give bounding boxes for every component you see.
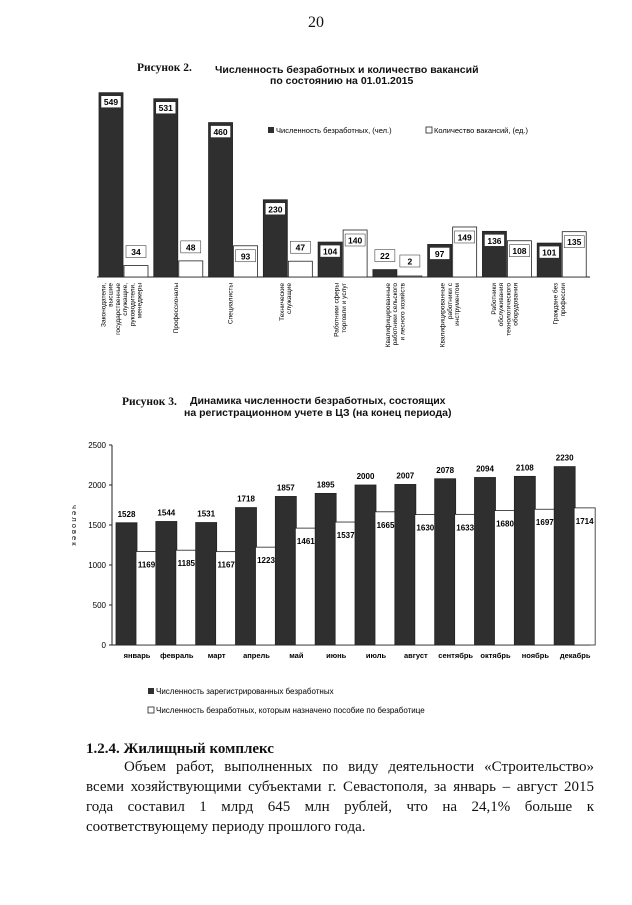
category-label <box>440 282 461 347</box>
y-tick-label: 500 <box>92 601 106 610</box>
y-tick-label: 2500 <box>88 441 106 450</box>
figure2-title-line2: по состоянию на 01.01.2015 <box>270 75 414 87</box>
category-label-line: инструментом <box>454 283 462 326</box>
data-label: 1167 <box>217 560 235 570</box>
data-label: 531 <box>158 103 173 114</box>
x-tick-label: ноябрь <box>521 651 549 660</box>
bar-unemployed <box>373 270 397 277</box>
bar-vacancies <box>288 261 312 277</box>
data-label: 47 <box>295 242 306 253</box>
bar-registered <box>514 476 535 645</box>
data-label: 2 <box>407 256 413 267</box>
x-tick-label: декабрь <box>559 651 591 660</box>
data-label: 2078 <box>436 465 455 475</box>
data-label: 2094 <box>476 464 494 474</box>
figure2-title-line1: Численность безработных и количество вакансий <box>215 64 479 76</box>
bar-unemployed <box>154 99 178 277</box>
y-axis-label: ч е л о в е к <box>70 505 79 546</box>
legend-label-vacancies: Количество вакансий, (ед.) <box>434 126 528 135</box>
legend-swatch-benefit <box>148 707 154 713</box>
data-label: 230 <box>268 204 283 215</box>
data-label: 22 <box>380 251 390 262</box>
category-label-line: Граждане без <box>552 283 560 325</box>
bar-registered <box>236 508 257 645</box>
legend-label-benefit: Численность безработных, которым назначено пособие по безработице <box>156 706 425 715</box>
category-label <box>101 283 144 335</box>
x-tick-label: апрель <box>243 651 270 660</box>
data-label: 1544 <box>157 508 176 518</box>
bar-benefit <box>455 514 476 645</box>
bar-benefit <box>375 512 396 645</box>
data-label: 97 <box>434 248 445 259</box>
category-label-line: руководители, <box>129 283 137 327</box>
data-label: 1528 <box>117 509 136 519</box>
bar-registered <box>275 496 296 645</box>
bar-registered <box>395 484 416 645</box>
category-label-line: торговли и услуг <box>340 283 348 333</box>
category-label-line: оборудования <box>512 283 520 326</box>
figure2-chart <box>0 0 632 400</box>
category-label-line: Работники <box>490 283 498 315</box>
bar-benefit <box>495 511 516 645</box>
x-tick-label: март <box>207 651 226 660</box>
bar-unemployed <box>99 93 123 277</box>
x-tick-label: сентябрь <box>438 651 474 660</box>
x-tick-label: май <box>289 651 304 660</box>
category-label <box>173 283 180 334</box>
x-tick-label: январь <box>123 651 151 660</box>
figure3-title-line1: Динамика численности безработных, состоящих <box>190 395 446 407</box>
category-label-line: Технические <box>278 283 286 321</box>
category-label-line: профессии <box>559 283 567 317</box>
data-label: 2000 <box>356 472 375 481</box>
page-number: 20 <box>308 14 324 31</box>
data-label: 135 <box>567 237 582 248</box>
bar-registered <box>355 485 376 645</box>
data-label: 2108 <box>515 463 534 473</box>
bar-registered <box>475 477 496 645</box>
legend-label-unemployed: Численность безработных, (чел.) <box>276 126 392 135</box>
data-label: 1531 <box>197 509 216 519</box>
category-label <box>228 283 235 324</box>
category-label-line: Специалисты <box>227 283 235 325</box>
category-label-line: обслуживания <box>498 283 506 327</box>
data-label: 1895 <box>316 480 335 490</box>
legend-swatch-vacancies <box>426 127 432 133</box>
bar-benefit <box>574 508 595 645</box>
category-label-line: работники с <box>446 283 454 320</box>
bar-registered <box>554 467 575 645</box>
category-label-line: Профессионалы <box>172 283 180 334</box>
legend-swatch-unemployed <box>268 127 274 133</box>
data-label: 1185 <box>177 559 196 569</box>
data-label: 1169 <box>137 560 156 570</box>
category-label <box>333 282 348 337</box>
category-label-line: технологического <box>505 283 513 336</box>
category-label <box>552 283 567 325</box>
bar-registered <box>435 479 456 645</box>
data-label: 460 <box>213 127 228 138</box>
bar-benefit <box>534 509 555 645</box>
y-tick-label: 0 <box>101 641 106 650</box>
category-label-line: высшие <box>107 283 115 307</box>
bar-registered <box>156 521 177 645</box>
y-tick-label: 1500 <box>88 521 106 530</box>
category-label <box>385 282 406 347</box>
category-label-line: служащие, <box>122 283 130 316</box>
data-label: 2007 <box>396 471 415 481</box>
x-tick-label: август <box>403 651 428 660</box>
legend-label-registered: Численность зарегистрированных безработных <box>156 687 334 696</box>
data-label: 1680 <box>496 519 514 529</box>
data-label: 48 <box>186 242 196 253</box>
figure3-chart <box>0 400 632 730</box>
data-label: 108 <box>512 246 527 257</box>
category-label-line: Квалифицированные <box>439 283 447 348</box>
bar-benefit <box>415 515 436 645</box>
bar-benefit <box>335 522 356 645</box>
data-label: 104 <box>323 246 338 257</box>
y-tick-label: 1000 <box>88 561 106 570</box>
data-label: 136 <box>487 235 502 246</box>
data-label: 1537 <box>336 531 355 541</box>
data-label: 1461 <box>296 537 315 547</box>
category-label-line: Квалифицированные <box>384 283 392 348</box>
bar-registered <box>315 493 336 645</box>
x-tick-label: июнь <box>326 651 347 660</box>
data-label: 2230 <box>555 453 574 463</box>
data-label: 1630 <box>416 523 435 533</box>
section-heading: 1.2.4. Жилищный комплекс <box>86 741 274 757</box>
category-label-line: работники сельского <box>392 283 400 346</box>
data-label: 1714 <box>575 516 594 526</box>
x-tick-label: февраль <box>160 651 194 660</box>
data-label: 101 <box>542 247 557 258</box>
bar-vacancies <box>124 266 148 277</box>
data-label: 1665 <box>376 520 395 530</box>
x-tick-label: июль <box>365 651 387 660</box>
data-label: 140 <box>348 235 363 246</box>
section-paragraph: Объем работ, выполненных по виду деятельности «Строительство» всеми хозяйствующими субъектами г. Севастополя, за январь – август 2015 года составил 1 млрд 645 млн рублей, что на 24,1% больше к соответствующему периоду прошлого года. <box>86 759 594 835</box>
data-label: 1697 <box>535 518 554 528</box>
figure3-label: Рисунок 3. <box>122 396 177 408</box>
category-label-line: служащие <box>286 283 294 314</box>
data-label: 1718 <box>237 494 255 504</box>
data-label: 149 <box>457 232 472 243</box>
figure2-label: Рисунок 2. <box>137 62 192 74</box>
figure3-title-line2: на регистрационном учете в ЦЗ (на конец периода) <box>184 407 452 419</box>
data-label: 1857 <box>276 483 295 493</box>
category-label-line: менеджеры <box>136 283 144 319</box>
data-label: 1633 <box>456 523 475 533</box>
category-label-line: и лесного хозяйств <box>399 283 407 341</box>
bar-registered <box>196 523 217 645</box>
data-label: 1223 <box>257 556 275 566</box>
category-label <box>490 283 520 336</box>
category-label-line: государственные <box>114 283 122 335</box>
category-label-line: Законодатели, <box>100 283 108 327</box>
data-label: 34 <box>131 247 141 258</box>
y-tick-label: 2000 <box>88 481 106 490</box>
bar-vacancies <box>179 261 203 277</box>
bar-registered <box>116 523 137 645</box>
legend-swatch-registered <box>148 688 154 694</box>
x-tick-label: октябрь <box>480 651 511 660</box>
data-label: 549 <box>103 97 119 108</box>
category-label-line: Работники сферы <box>333 283 341 337</box>
data-label: 93 <box>240 251 251 262</box>
bar-unemployed <box>209 123 233 277</box>
bar-vacancies <box>398 276 422 277</box>
category-label <box>279 283 293 321</box>
